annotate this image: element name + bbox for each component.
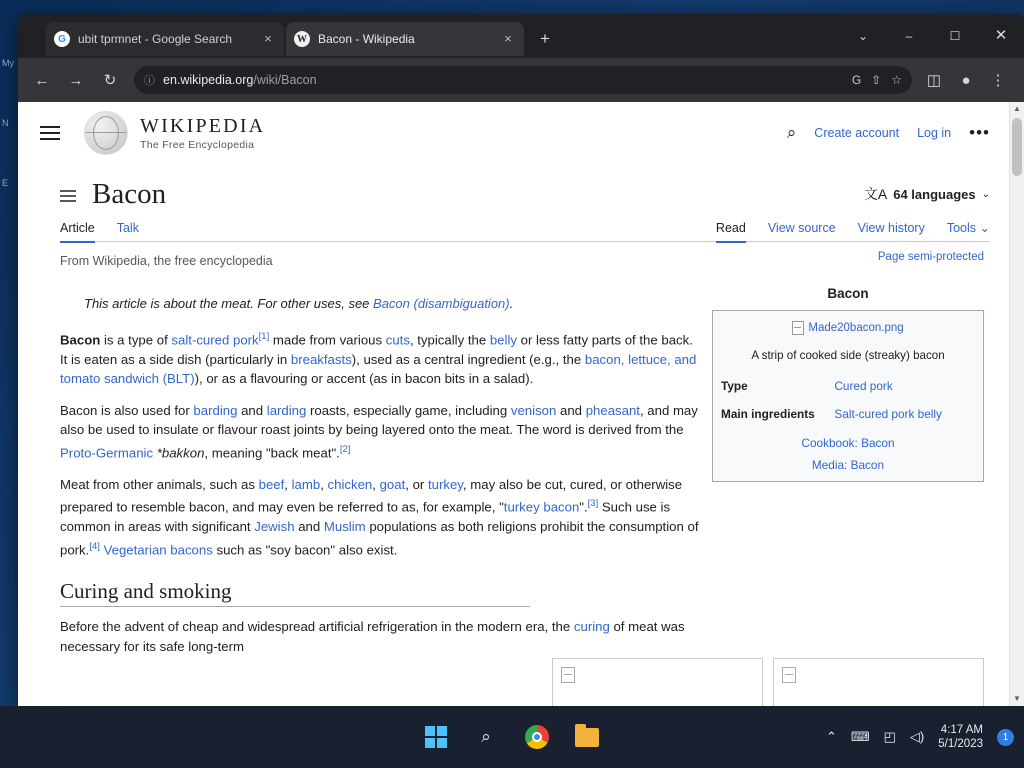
language-selector-button[interactable]: [864, 184, 990, 210]
tray-overflow-icon[interactable]: ⌃: [825, 729, 837, 744]
article-body: [18, 242, 1008, 656]
wikipedia-favicon: W: [294, 31, 310, 47]
tab-view-history[interactable]: View history: [857, 220, 925, 235]
article-text: , and may also be used to insulate or flavour roast joints by being layered onto the meat. The word is derived from the: [60, 402, 698, 438]
article-link[interactable]: chicken: [327, 476, 373, 492]
profile-avatar-icon[interactable]: ●: [961, 71, 971, 89]
tab-view-source[interactable]: View source: [767, 220, 836, 235]
page-title: Bacon: [92, 178, 167, 210]
minimize-button[interactable]: –: [905, 29, 913, 43]
article-text: populations as both religions prohibit the consumption of pork.: [60, 519, 699, 558]
new-tab-button[interactable]: +: [540, 29, 550, 48]
article-link[interactable]: lamb: [291, 476, 321, 492]
browser-toolbar: [18, 58, 1024, 102]
from-wikipedia-line: From Wikipedia, the free encyclopedia: [60, 254, 273, 268]
article-text: or less fatty parts of the back. It is eaten as a side dish (particularly in: [60, 332, 693, 367]
section-heading-curing-and-smoking: Curing and smoking: [60, 582, 530, 608]
language-icon: 文A: [863, 186, 888, 202]
hatnote-suffix: .: [509, 295, 514, 311]
file-explorer-icon[interactable]: [575, 728, 599, 747]
windows-taskbar: [0, 706, 1024, 768]
chevron-down-icon: ⌄: [979, 221, 990, 235]
reload-icon[interactable]: ↻: [103, 72, 117, 89]
article-link[interactable]: salt-cured pork: [171, 332, 259, 348]
article-text: Such use is common in areas with significant: [60, 499, 671, 535]
hatnote-link[interactable]: Bacon (disambiguation): [373, 295, 510, 311]
article-tabs: [60, 220, 990, 242]
page-scrollbar[interactable]: [1009, 102, 1024, 706]
main-menu-icon[interactable]: [40, 119, 68, 147]
article-text: made from various: [269, 332, 386, 348]
article-text: ), or as a flavouring or accent (as in bacon bits in a salad).: [194, 371, 534, 387]
article-text: ,: [284, 476, 292, 492]
article-text: Meat from other animals, such as: [60, 476, 259, 492]
infobox-label-main-ingredients: Main ingredients: [721, 406, 815, 421]
article-link[interactable]: larding: [266, 402, 307, 418]
forward-icon[interactable]: →: [68, 71, 84, 89]
wikipedia-logo[interactable]: [84, 111, 265, 155]
article-text: roasts, especially game, including: [306, 402, 511, 418]
citation-ref[interactable]: [3]: [587, 498, 599, 510]
tab-title: ubit tprmnet - Google Search: [78, 32, 233, 46]
scrollbar-thumb[interactable]: [1012, 118, 1022, 176]
article-text: , meaning "back meat".: [204, 445, 340, 461]
infobox-title: Bacon: [827, 286, 869, 301]
article-text: is a type of: [100, 332, 172, 348]
chevron-down-icon: ⌄: [981, 188, 990, 200]
citation-ref[interactable]: [2]: [339, 443, 351, 455]
clock-date: 5/1/2023: [938, 738, 983, 750]
address-bar[interactable]: [134, 66, 912, 94]
keyboard-icon[interactable]: ⌨: [850, 729, 870, 744]
infobox-value-main-ingredients[interactable]: Salt-cured pork belly: [834, 406, 942, 421]
broken-image-icon: [561, 667, 575, 683]
infobox-label-type: Type: [721, 379, 748, 394]
google-lens-icon[interactable]: G: [851, 73, 862, 87]
article-link[interactable]: Jewish: [254, 519, 295, 535]
wikipedia-wordmark-subtitle: The Free Encyclopedia: [140, 138, 255, 151]
chrome-browser-window: [18, 14, 1024, 706]
tools-menu[interactable]: [947, 220, 990, 235]
cookbook-link[interactable]: Cookbook: Bacon: [801, 436, 895, 451]
header-actions: [787, 123, 990, 143]
infobox-footer: [713, 428, 983, 481]
clock-time: 4:17 AM: [940, 724, 983, 736]
url-path: /wiki/Bacon: [253, 73, 317, 87]
article-term: Bacon: [60, 332, 101, 348]
article-text: , may also be cut, cured, or otherwise prepared to resemble bacon, and may even be referred to as, for example, ": [60, 476, 683, 515]
start-button[interactable]: [425, 726, 447, 748]
article-text: Before the advent of cheap and widespread artificial refrigeration in the modern era, the: [60, 619, 574, 635]
search-icon[interactable]: ⌕: [786, 123, 797, 142]
article-text: ), used as a central ingredient (e.g., the: [351, 351, 585, 367]
infobox-image-alt: Made20bacon.png: [808, 321, 904, 334]
side-panel-icon[interactable]: ◫: [926, 72, 942, 89]
tab-read[interactable]: Read: [716, 221, 746, 243]
back-icon[interactable]: ←: [34, 71, 50, 89]
chrome-menu-icon[interactable]: ⋮: [990, 72, 1006, 89]
scroll-up-icon[interactable]: ▲: [1013, 104, 1021, 113]
paragraph-2: [60, 401, 700, 463]
article-link[interactable]: turkey bacon: [503, 499, 580, 515]
system-tray: [826, 723, 1014, 751]
close-tab-icon[interactable]: ×: [264, 31, 272, 46]
tab-title: Bacon - Wikipedia: [318, 32, 415, 46]
article-link[interactable]: goat: [379, 476, 406, 492]
infobox-image: [713, 311, 983, 344]
infobox: [712, 284, 984, 482]
wikipedia-header: [18, 102, 1008, 164]
infobox-value-type[interactable]: Cured pork: [834, 379, 893, 394]
share-icon[interactable]: ⇧: [871, 73, 882, 87]
broken-image-icon: [782, 667, 796, 683]
window-controls: [840, 14, 1024, 58]
article-text: of meat was necessary for its safe long-term: [60, 619, 685, 654]
site-info-icon[interactable]: ⓘ: [144, 75, 155, 87]
article-link[interactable]: pheasant: [585, 402, 640, 418]
close-tab-icon[interactable]: ×: [504, 31, 512, 46]
article-link[interactable]: Proto-Germanic: [60, 445, 154, 461]
article-text: , or: [405, 476, 428, 492]
create-account-link[interactable]: Create account: [814, 126, 900, 140]
gallery-image-1: [552, 658, 763, 706]
network-icon[interactable]: ◰: [883, 729, 896, 744]
title-row: [18, 164, 1008, 214]
table-of-contents-icon[interactable]: [60, 190, 78, 202]
browser-tab-bacon-wikipedia[interactable]: [286, 22, 524, 56]
article-text: and: [237, 402, 267, 418]
tools-label: Tools: [946, 221, 977, 235]
paragraph-4: [60, 617, 700, 656]
article-link[interactable]: belly: [489, 332, 517, 348]
scroll-down-icon[interactable]: ▼: [1013, 694, 1021, 703]
image-gallery: [552, 658, 984, 706]
article-link[interactable]: curing: [573, 619, 610, 635]
article-link[interactable]: Vegetarian bacons: [103, 542, 213, 558]
page-viewport: [18, 102, 1024, 706]
notification-badge[interactable]: 1: [997, 729, 1014, 746]
gallery-image-2: [773, 658, 984, 706]
desktop-icon-label-3: E: [2, 178, 9, 188]
wikipedia-globe-icon: [84, 111, 128, 155]
infobox-caption: A strip of cooked side (streaky) bacon: [751, 348, 945, 362]
media-link[interactable]: Media: Bacon: [811, 457, 885, 472]
article-text: and: [294, 519, 324, 535]
article-link[interactable]: Muslim: [323, 519, 366, 535]
volume-icon[interactable]: ◁): [909, 729, 925, 744]
tab-search-icon[interactable]: ⌄: [857, 29, 869, 43]
page-semi-protected-notice: Page semi-protected: [877, 251, 984, 263]
google-favicon: G: [54, 31, 70, 47]
article-text: Bacon is also used for: [60, 402, 194, 418]
browser-tab-google-search[interactable]: [46, 22, 284, 56]
toolbar-right-icons: [918, 66, 1014, 94]
article-text: such as "soy bacon" also exist.: [212, 542, 398, 558]
article-link[interactable]: venison: [510, 402, 557, 418]
article-italic: *bakkon: [153, 445, 205, 461]
paragraph-1: [60, 327, 700, 389]
log-in-link[interactable]: Log in: [917, 126, 952, 140]
desktop-icon-label-2: N: [2, 118, 9, 128]
address-bar-url: [163, 73, 317, 87]
paragraph-3: [60, 475, 700, 560]
wikipedia-wordmark-title: WIKIPEDIA: [140, 114, 266, 137]
wikipedia-page: [18, 102, 1008, 706]
article-link[interactable]: beef: [258, 476, 285, 492]
article-link[interactable]: bacon, lettuce, and tomato sandwich (BLT): [60, 351, 697, 387]
broken-image-icon: [792, 319, 903, 339]
infobox-table: [713, 373, 983, 428]
citation-ref[interactable]: [1]: [258, 331, 270, 342]
article-link[interactable]: cuts: [385, 332, 410, 348]
article-text: ,: [320, 476, 328, 492]
hatnote-prefix: This article is about the meat. For other uses, see: [84, 295, 374, 311]
bookmark-star-icon[interactable]: ☆: [891, 73, 902, 87]
article-text: ,: [372, 476, 380, 492]
article-text: , typically the: [409, 332, 490, 348]
search-icon[interactable]: ⌕: [481, 727, 491, 746]
article-text: and: [556, 402, 586, 418]
article-text: ".: [579, 499, 588, 515]
clock[interactable]: [938, 723, 983, 751]
close-window-button[interactable]: ✕: [994, 27, 1008, 44]
article-link[interactable]: turkey: [427, 476, 463, 492]
more-options-icon[interactable]: •••: [969, 123, 990, 142]
taskbar-center: [425, 724, 599, 750]
table-row: [713, 373, 983, 401]
table-row: [713, 401, 983, 429]
article-link[interactable]: barding: [193, 402, 238, 418]
language-count-label: 64 languages: [893, 186, 976, 202]
desktop-icon-label-1: My: [2, 58, 14, 68]
tab-strip: [18, 14, 1024, 58]
url-host: en.wikipedia.org: [163, 73, 254, 87]
tab-article[interactable]: Article: [60, 221, 95, 243]
maximize-button[interactable]: ☐: [949, 29, 961, 43]
article-link[interactable]: breakfasts: [290, 351, 352, 367]
citation-ref[interactable]: [4]: [89, 540, 100, 552]
chrome-taskbar-icon[interactable]: [525, 725, 549, 749]
tab-talk[interactable]: Talk: [116, 220, 139, 235]
